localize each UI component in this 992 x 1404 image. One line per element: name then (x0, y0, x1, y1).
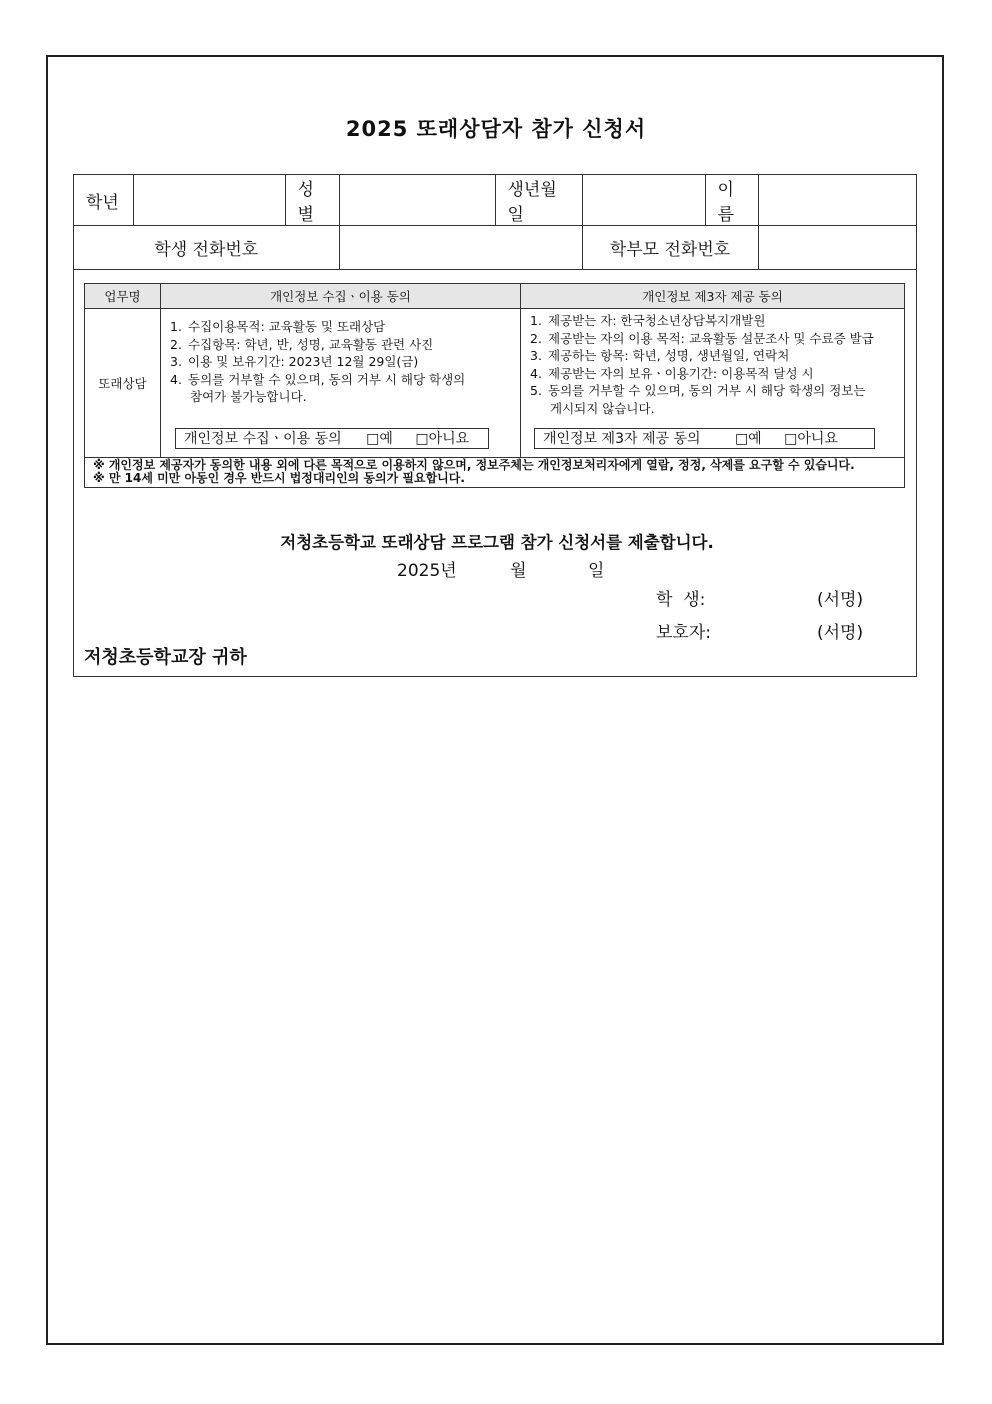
task-name: 또래상담 (85, 309, 161, 458)
guardian-sign-field[interactable]: (서명) (817, 623, 864, 643)
list-item: 2. 수집항목: 학년, 반, 성명, 교육활동 관련 사진 (170, 336, 434, 352)
submission-statement: 저청초등학교 또래상담 프로그램 참가 신청서를 제출합니다. (280, 533, 714, 552)
list-item: 3. 제공하는 항목: 학년, 성명, 생년월일, 연락처 (530, 348, 790, 363)
third-party-agree-label: 개인정보 제3자 제공 동의 (543, 431, 701, 447)
list-item: 3. 이용 및 보유기간: 2023년 12월 29일(금) (170, 354, 419, 369)
student-phone-label: 학생 전화번호 (74, 226, 339, 270)
parent-phone-label: 학부모 전화번호 (582, 226, 758, 270)
grade-label: 학년 (74, 175, 133, 226)
list-item: 4. 제공받는 자의 보유ㆍ이용기간: 이용목적 달성 시 (530, 365, 814, 381)
student-sign-label: 학 생: (656, 590, 706, 610)
student-sign-field[interactable]: (서명) (817, 590, 864, 610)
note-line: ※ 개인정보 제공자가 동의한 내용 외에 다른 목적으로 이용하지 않으며, 정보주체는 개인정보처리자에게 열람, 정정, 삭제를 요구할 수 있습니다. (93, 458, 855, 472)
list-item: 1. 제공받는 자: 한국청소년상담복지개발원 (530, 313, 766, 328)
gender-label: 성별 (285, 175, 339, 226)
list-item: 4. 동의를 거부할 수 있으며, 동의 거부 시 해당 학생의 참여가 불가능합니다. (170, 371, 466, 404)
list-item: 2. 제공받는 자의 이용 목적: 교육활동 설문조사 및 수료증 발급 (530, 330, 874, 346)
birth-label: 생년월일 (495, 175, 582, 226)
collection-no-checkbox[interactable]: □아니요 (415, 431, 470, 447)
day-text: 일 (587, 561, 605, 581)
application-form (73, 174, 917, 677)
collection-header: 개인정보 수집ㆍ이용 동의 (161, 284, 521, 309)
note-line: ※ 만 14세 미만 아동인 경우 반드시 법정대리인의 동의가 필요합니다. (93, 471, 465, 485)
list-item: 1. 수집이용목적: 교육활동 및 또래상담 (170, 319, 386, 334)
collection-agree-label: 개인정보 수집ㆍ이용 동의 (184, 431, 342, 447)
year-text: 2025년 (397, 561, 457, 581)
addressee: 저청초등학교장 귀하 (84, 647, 247, 668)
list-item: 5. 동의를 거부할 수 있으며, 동의 거부 시 해당 학생의 정보는 게시되지 않습니다. (530, 383, 866, 416)
collection-yes-checkbox[interactable]: □예 (366, 431, 393, 447)
third-party-yes-checkbox[interactable]: □예 (734, 431, 762, 447)
submission-date (397, 556, 604, 581)
month-text: 월 (510, 561, 527, 581)
task-header: 업무명 (85, 284, 161, 309)
third-party-no-checkbox[interactable]: □아니요 (784, 431, 838, 447)
guardian-sign-label: 보호자: (656, 623, 711, 643)
name-label: 이름 (705, 175, 758, 226)
form-title: 2025 또래상담자 참가 신청서 (345, 117, 647, 141)
third-party-header: 개인정보 제3자 제공 동의 (521, 284, 905, 309)
